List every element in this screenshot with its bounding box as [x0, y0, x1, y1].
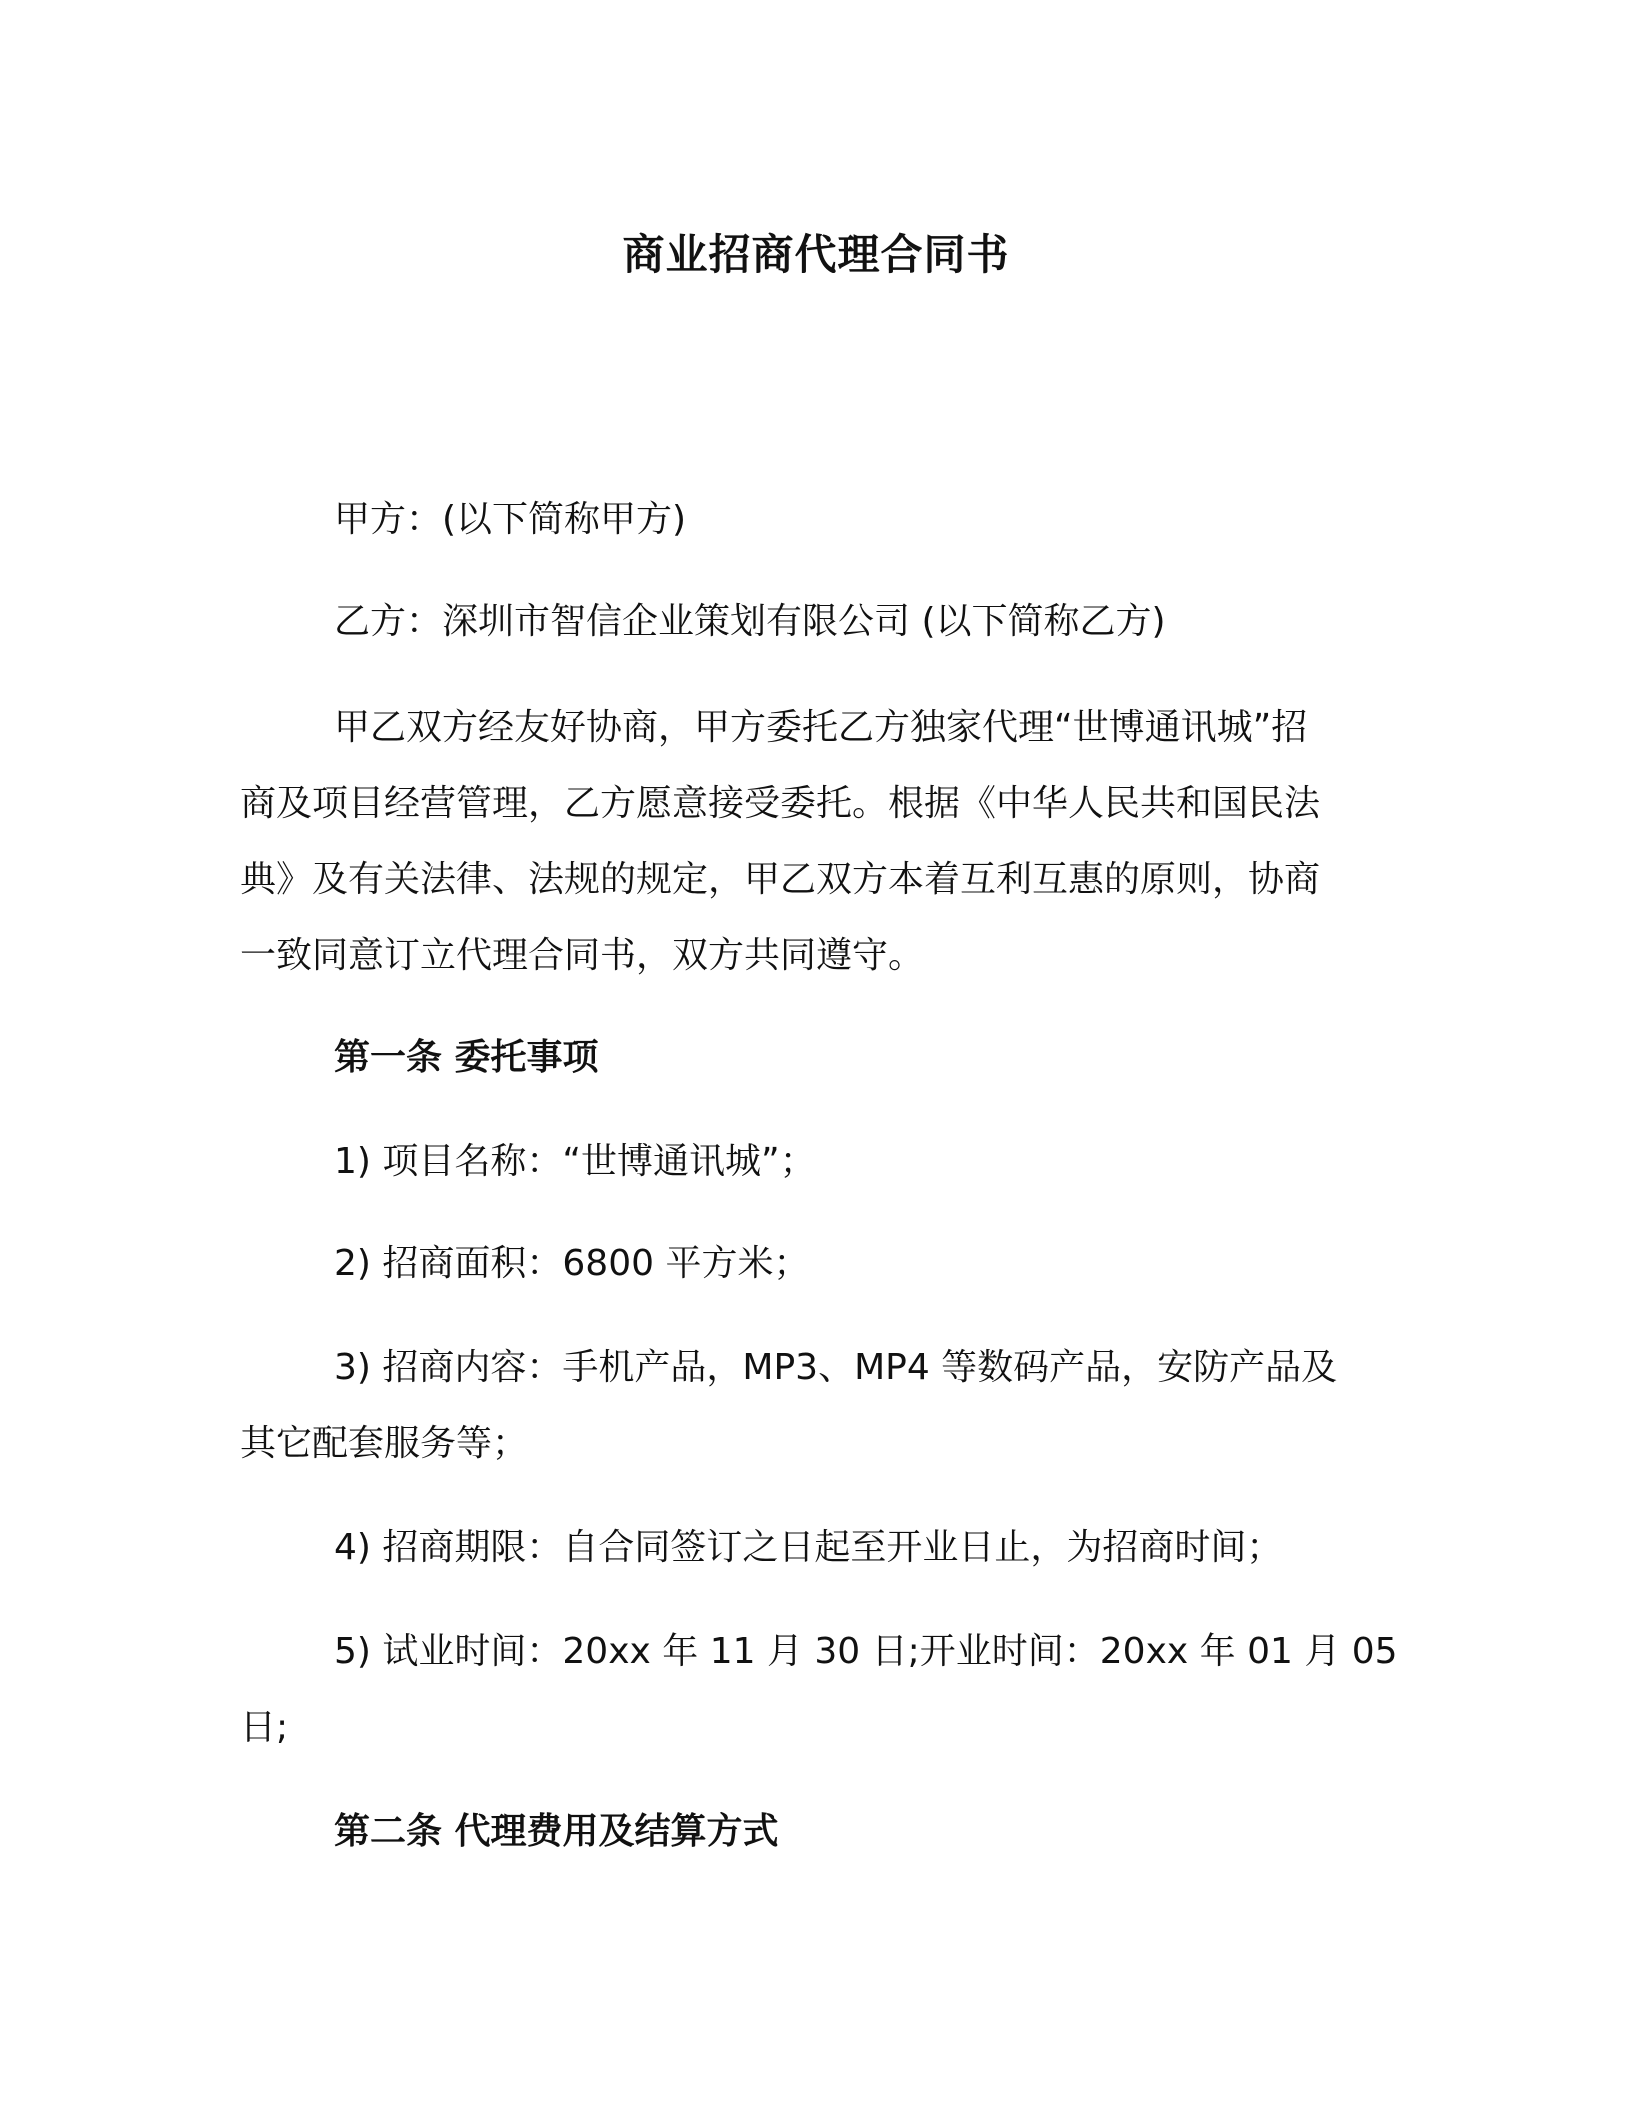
item-2: 2) 招商面积：6800 平方米；	[334, 1243, 810, 1284]
item-3-line-1: 3) 招商内容：手机产品，MP3、MP4 等数码产品，安防产品及	[334, 1347, 1338, 1388]
article1-heading: 第一条 委托事项	[334, 1037, 599, 1078]
intro-line-4: 一致同意订立代理合同书，双方共同遵守。	[240, 935, 925, 976]
item-1: 1) 项目名称：“世博通讯城”；	[334, 1141, 816, 1182]
intro-line-3: 典》及有关法律、法规的规定，甲乙双方本着互利互惠的原则，协商	[240, 859, 1321, 900]
item-3-line-2: 其它配套服务等；	[240, 1423, 529, 1464]
intro-line-2: 商及项目经营管理，乙方愿意接受委托。根据《中华人民共和国民法	[240, 783, 1321, 824]
party-a-line: 甲方：(以下简称甲方)	[334, 499, 687, 540]
intro-line-1: 甲乙双方经友好协商，甲方委托乙方独家代理“世博通讯城”招	[334, 707, 1308, 748]
party-b-line: 乙方：深圳市智信企业策划有限公司 (以下简称乙方)	[334, 601, 1166, 642]
document-title: 商业招商代理合同书	[622, 230, 1010, 279]
item-4: 4) 招商期限：自合同签订之日起至开业日止，为招商时间；	[334, 1527, 1283, 1568]
item-5-line-2: 日;	[240, 1707, 289, 1748]
article2-heading: 第二条 代理费用及结算方式	[334, 1811, 779, 1852]
item-5-line-1: 5) 试业时间：20xx 年 11 月 30 日;开业时间：20xx 年 01 月 05	[334, 1631, 1398, 1672]
